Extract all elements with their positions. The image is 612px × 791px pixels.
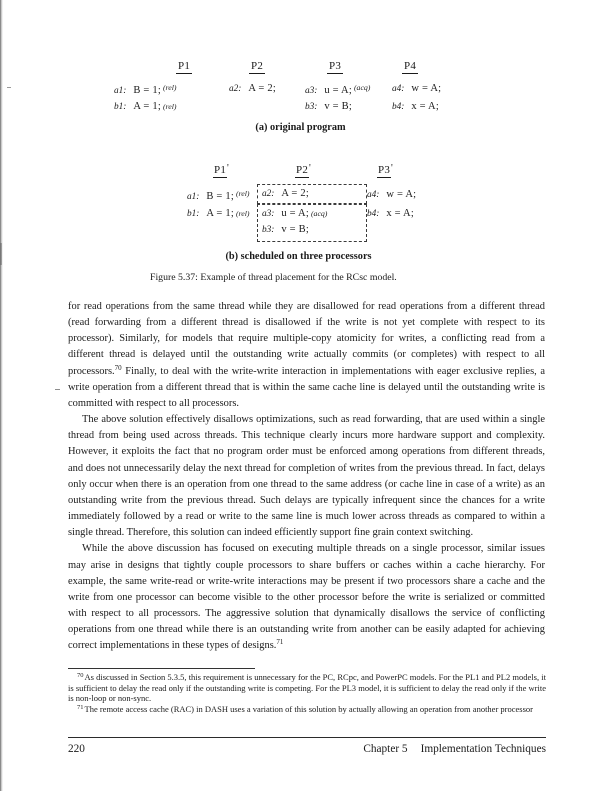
stmt-label: a4: bbox=[392, 84, 405, 94]
stmt-a1 bbox=[187, 189, 250, 202]
stmt-code: A = 1; bbox=[133, 101, 161, 112]
footnote-70 bbox=[68, 672, 546, 704]
stmt-b3 bbox=[305, 101, 352, 112]
scan-speck bbox=[7, 87, 11, 88]
stmt-label: b1: bbox=[114, 102, 127, 112]
footnotes bbox=[68, 668, 546, 715]
stmt-label: a2: bbox=[229, 84, 242, 94]
col-header-p3-prime: P3' bbox=[378, 163, 394, 176]
col-header-p2-prime: P2' bbox=[296, 163, 312, 176]
stmt-code: u = A; bbox=[324, 85, 352, 96]
footnote-ref-70: 70 bbox=[114, 363, 122, 372]
stmt-code: A = 1; bbox=[206, 208, 234, 219]
stmt-a4 bbox=[367, 189, 416, 200]
stmt-code: v = B; bbox=[324, 101, 352, 112]
stmt-code: A = 2; bbox=[248, 83, 276, 94]
caption-part-a: (a) original program bbox=[255, 122, 346, 133]
scan-edge-artifact bbox=[0, 0, 3, 791]
scan-speck bbox=[55, 389, 60, 390]
stmt-label: a2: bbox=[262, 189, 275, 199]
chapter-label: Chapter 5 bbox=[363, 743, 408, 755]
body-paragraph-1 bbox=[68, 299, 545, 412]
stmt-a4 bbox=[392, 83, 441, 94]
stmt-code: x = A; bbox=[411, 101, 439, 112]
body-text bbox=[68, 299, 545, 654]
stmt-b1 bbox=[114, 101, 177, 112]
stmt-code: B = 1; bbox=[133, 85, 161, 96]
body-paragraph-2 bbox=[68, 412, 545, 541]
paragraph-text: While the above discussion has focused on executing multiple threads on a single processor, similar issues may arise in designs that tightly couple processors to share buffers or caches within a cache hierarchy. For example, the same write-read or write-write interactions may be present if two processors share a cache and the write from one processor can become visible to the other processor before the write is serialized or committed with respect to all processors. The aggressive solution that dynamically disallows the service of conflicting operations from one thread while there is an outstanding write from another can be easily adapted for achieving correct implementations in these types of designs. bbox=[68, 543, 545, 652]
stmt-label: b1: bbox=[187, 209, 200, 219]
stmt-code: u = A; bbox=[281, 208, 309, 219]
stmt-code: x = A; bbox=[386, 208, 414, 219]
stmt-a2 bbox=[229, 83, 276, 94]
footnote-text: The remote access cache (RAC) in DASH uses a variation of this solution by actually allowing an operation from another processor bbox=[84, 704, 533, 715]
footnote-text: As discussed in Section 5.3.5, this requirement is unnecessary for the PC, RCpc, and PowerPC models. For the PL1 and PL2 models, it is sufficient to delay the read only if the outstanding write is competing. For the PL3 model, it is sufficient to delay the read only if the write is non-loop or non-sync. bbox=[68, 672, 546, 704]
footnote-separator bbox=[68, 668, 255, 669]
footnote-marker: 70 bbox=[77, 672, 84, 679]
page-number: 220 bbox=[68, 743, 85, 755]
col-header-p1-prime: P1' bbox=[214, 163, 230, 176]
running-footer bbox=[68, 737, 546, 755]
caption-part-b: (b) scheduled on three processors bbox=[225, 251, 372, 262]
stmt-label: b4: bbox=[367, 209, 380, 219]
col-header-p4: P4 bbox=[404, 60, 417, 72]
stmt-annotation: (rel) bbox=[235, 189, 250, 198]
body-paragraph-3 bbox=[68, 541, 545, 654]
paragraph-text: Finally, to deal with the write-write interaction in implementations with eager exclusive replies, a write operation from a different thread that is within the same cache line is delayed until the outstanding write is committed with respect to all processors. bbox=[68, 365, 545, 409]
stmt-a2 bbox=[262, 186, 364, 202]
footnote-ref-71: 71 bbox=[276, 638, 284, 647]
stmt-annotation: (acq) bbox=[353, 83, 371, 92]
stmt-code: A = 2; bbox=[281, 188, 309, 199]
paragraph-text: The above solution effectively disallows optimizations, such as read forwarding, that are used within a single thread from being used across threads. This technique clearly incurs more hardware support and complexity. However, it exploits the fact that no program order must be enforced among operations from different threads, and does not unnecessarily delay the next thread for completion of writes from the previous thread. In fact, delays only occur when there is an operation from one thread to the same address (or cache line in case of a write) as an outstanding write from the previous thread. Such delays are typically infrequent since the chances for a write immediately followed by a read or write to the same line is much lower across threads as compared to within a single thread. Therefore, this solution can indeed efficiently support fine grain context switching. bbox=[68, 414, 545, 539]
thread-box-2 bbox=[257, 204, 367, 242]
footnote-71 bbox=[68, 704, 546, 715]
stmt-label: b3: bbox=[305, 102, 318, 112]
col-header-p3: P3 bbox=[329, 60, 342, 72]
stmt-label: b4: bbox=[392, 102, 405, 112]
stmt-annotation: (rel) bbox=[162, 102, 177, 111]
stmt-a3 bbox=[305, 83, 370, 96]
footnote-marker: 71 bbox=[77, 704, 84, 712]
stmt-label: a1: bbox=[114, 86, 127, 96]
stmt-annotation: (acq) bbox=[310, 209, 328, 218]
figure-caption: Figure 5.37: Example of thread placement for the RCsc model. bbox=[150, 272, 397, 283]
col-header-p2: P2 bbox=[251, 60, 264, 72]
stmt-a1 bbox=[114, 83, 177, 96]
stmt-annotation: (rel) bbox=[235, 209, 250, 218]
stmt-code: v = B; bbox=[281, 224, 309, 235]
stmt-annotation: (rel) bbox=[162, 83, 177, 92]
stmt-b1 bbox=[187, 208, 250, 219]
stmt-b4 bbox=[392, 101, 439, 112]
stmt-label: a3: bbox=[262, 209, 275, 219]
paragraph-text: for read operations from the same thread while they are disallowed for read operations from a different thread (read forwarding from a different thread is disallowed if the write is not yet complete with respect to its processor). Similarly, for models that require multiple-copy atomicity for writes, a conflicting read from a different thread is delayed until the outstanding write actually commits (or completes) with respect to all processors. bbox=[68, 301, 545, 377]
footer-chapter bbox=[363, 743, 546, 755]
stmt-label: a3: bbox=[305, 86, 318, 96]
chapter-title: Implementation Techniques bbox=[420, 743, 546, 755]
stmt-code: B = 1; bbox=[206, 191, 234, 202]
thread-box-1 bbox=[257, 184, 367, 204]
col-header-p1: P1 bbox=[178, 60, 191, 72]
stmt-label: a1: bbox=[187, 192, 200, 202]
stmt-label: a4: bbox=[367, 190, 380, 200]
stmt-b3 bbox=[262, 222, 364, 238]
stmt-code: w = A; bbox=[411, 83, 442, 94]
stmt-code: w = A; bbox=[386, 189, 417, 200]
stmt-label: b3: bbox=[262, 225, 275, 235]
stmt-a3 bbox=[262, 206, 364, 222]
stmt-b4 bbox=[367, 208, 414, 219]
